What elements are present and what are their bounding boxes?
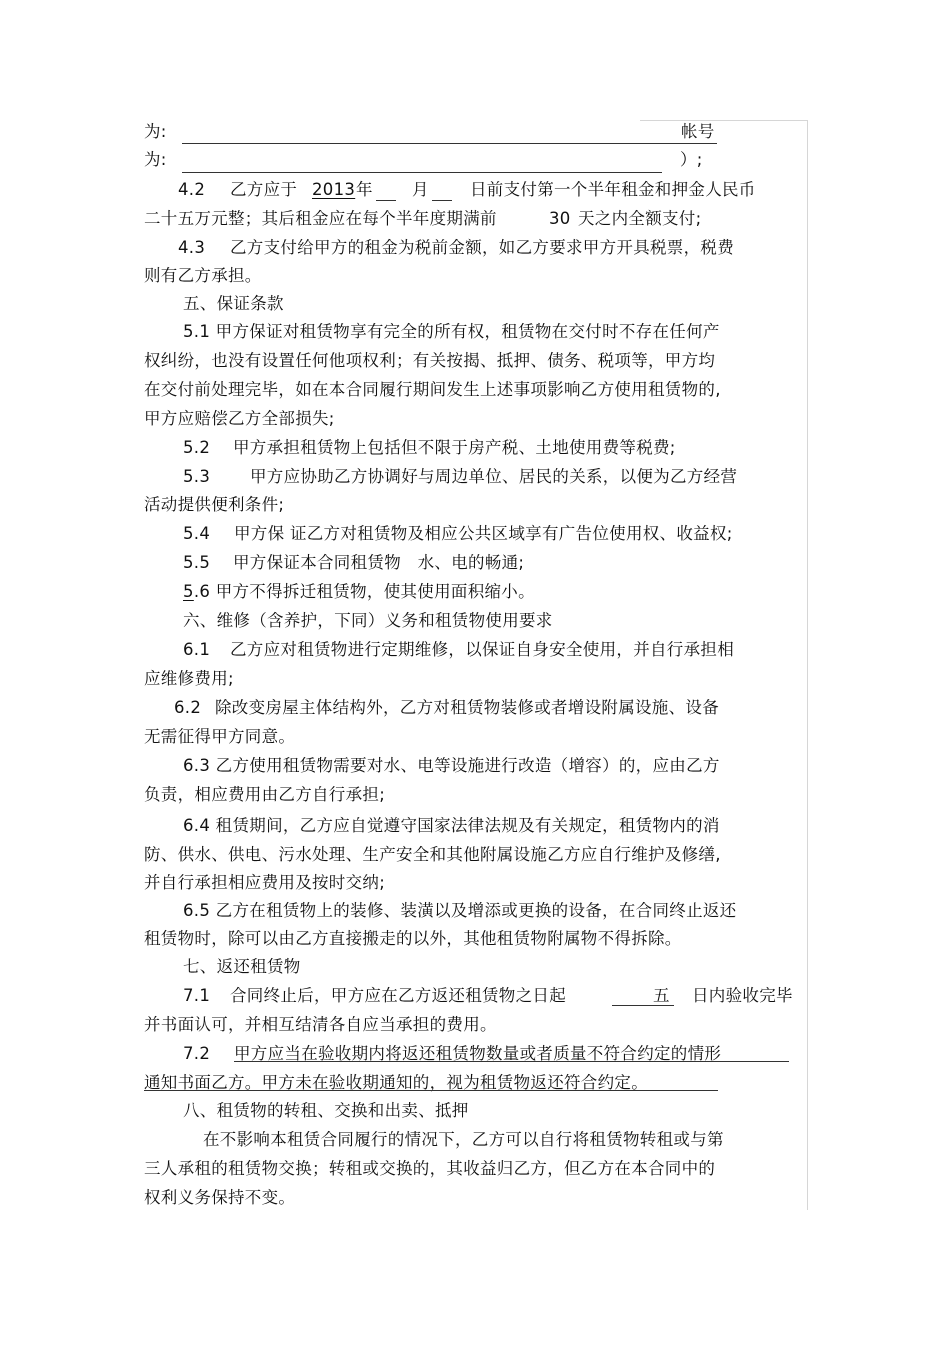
clause-6-1-number: 6.1 [183, 640, 211, 659]
clause-6-5-line1: 6.5 乙方在租赁物上的装修、装潢以及增添或更换的设备，在合同终止返还 [183, 901, 737, 920]
account-number-label: 为: [144, 150, 167, 169]
clause-4-2-line2-end: 天之内全额支付; [578, 209, 702, 228]
clause-5-6-number: .6 [193, 582, 211, 601]
page-frame-top [640, 120, 808, 121]
clause-5-3-line1: 甲方应协助乙方协调好与周边单位、居民的关系，以便为乙方经营 [250, 467, 738, 486]
clause-6-1-line1: 乙方应对租赁物进行定期维修，以保证自身安全使用，并自行承担相 [230, 640, 734, 659]
clause-5-6-text: 甲方不得拆迁租赁物，使其使用面积缩小。 [210, 582, 535, 601]
account-label: 帐号 [681, 122, 715, 141]
payee-label: 为: [144, 122, 167, 141]
clause-6-3-line2: 负责，相应费用由乙方自行承担; [144, 785, 386, 804]
clause-4-2-days: 30 [549, 209, 571, 228]
clause-4-3-number: 4.3 [178, 238, 206, 257]
section-8-line2: 三人承租的租赁物交换；转租或交换的，其收益归乙方，但乙方在本合同中的 [144, 1159, 716, 1178]
clause-7-2-underline-2 [144, 1090, 718, 1091]
clause-6-3-line1: 6.3 乙方使用租赁物需要对水、电等设施进行改造（增容）的，应由乙方 [183, 756, 720, 775]
clause-5-3-number: 5.3 [183, 467, 211, 486]
section-8-line1: 在不影响本租赁合同履行的情况下，乙方可以自行将租赁物转租或与第 [203, 1130, 724, 1149]
section-8-title: 八、租赁物的转租、交换和出卖、抵押 [183, 1101, 469, 1120]
clause-5-1-line1: 5.1 甲方保证对租赁物享有完全的所有权，租赁物在交付时不存在任何产 [183, 322, 720, 341]
clause-5-1-line2: 权纠纷，也没有设置任何他项权利；有关按揭、抵押、债务、税项等，甲方均 [144, 351, 716, 370]
clause-5-6 [183, 582, 535, 602]
clause-4-2-line2: 二十五万元整；其后租金应在每个半年度期满前 [144, 209, 497, 228]
account-number-blank [182, 172, 662, 173]
clause-6-1-line2: 应维修费用; [144, 669, 234, 688]
clause-6-2-number: 6.2 [174, 698, 202, 717]
day-blank [432, 200, 452, 201]
clause-5-2-text: 甲方承担租赁物上包括但不限于房产税、土地使用费等税费; [233, 438, 676, 457]
clause-6-2-line2: 无需征得甲方同意。 [144, 727, 296, 746]
clause-4-2-text: 乙方应于 [230, 180, 298, 199]
section-7-title: 七、返还租赁物 [183, 957, 301, 976]
month-blank [376, 200, 396, 201]
clause-4-2-month-unit: 月 [412, 180, 429, 199]
clause-5-5-text: 甲方保证本合同租赁物 水、电的畅通; [233, 553, 525, 572]
page-frame-right [807, 120, 808, 1210]
section-6-title: 六、维修（含养护，下同）义务和租赁物使用要求 [183, 611, 553, 630]
clause-7-1-number: 7.1 [183, 986, 211, 1005]
clause-5-5-number: 5.5 [183, 553, 211, 572]
clause-7-1-text-end: 日内验收完毕 [692, 986, 793, 1005]
clause-7-1-line2: 并书面认可，并相互结清各自应当承担的费用。 [144, 1015, 497, 1034]
clause-5-6-number-underlined: 5 [183, 582, 194, 601]
clause-7-2-number: 7.2 [183, 1044, 211, 1063]
clause-7-2-underline-1 [234, 1061, 789, 1062]
clause-7-2-line2: 通知书面乙方。甲方未在验收期通知的，视为租赁物返还符合约定。 [144, 1073, 648, 1092]
clause-4-2-year: 2013 [312, 180, 356, 199]
clause-6-4-line3: 并自行承担相应费用及按时交纳; [144, 873, 386, 892]
clause-6-2-line1: 除改变房屋主体结构外，乙方对租赁物装修或者增设附属设施、设备 [215, 698, 719, 717]
clause-4-3-line1: 乙方支付给甲方的租金为税前金额，如乙方要求甲方开具税票，税费 [230, 238, 734, 257]
clause-4-2-text-b: 日前支付第一个半年租金和押金人民币 [470, 180, 756, 199]
section-5-title: 五、保证条款 [183, 294, 284, 313]
clause-6-4-line2: 防、供水、供电、污水处理、生产安全和其他附属设施乙方应自行维护及修缮, [144, 845, 721, 864]
clause-4-2-number: 4.2 [178, 180, 206, 199]
account-closing: ）; [680, 150, 703, 169]
clause-5-1-line3: 在交付前处理完毕，如在本合同履行期间发生上述事项影响乙方使用租赁物的, [144, 380, 721, 399]
clause-5-4-number: 5.4 [183, 524, 211, 543]
clause-7-1-text: 合同终止后，甲方应在乙方返还租赁物之日起 [230, 986, 566, 1005]
section-8-line3: 权利义务保持不变。 [144, 1188, 296, 1207]
clause-4-2-year-unit: 年 [356, 180, 373, 199]
clause-5-3-line2: 活动提供便利条件; [144, 495, 285, 514]
clause-4-3-line2: 则有乙方承担。 [144, 266, 262, 285]
clause-7-1-days: 五 [653, 986, 670, 1005]
clause-6-5-line2: 租赁物时，除可以由乙方直接搬走的以外，其他租赁物附属物不得拆除。 [144, 929, 682, 948]
clause-6-4-line1: 6.4 租赁期间，乙方应自觉遵守国家法律法规及有关规定，租赁物内的消 [183, 816, 720, 835]
clause-5-4-text: 甲方保 证乙方对租赁物及相应公共区域享有广告位使用权、收益权; [234, 524, 733, 543]
clause-7-2-line1: 甲方应当在验收期内将返还租赁物数量或者质量不符合约定的情形 [234, 1044, 722, 1063]
payee-name-blank [182, 143, 717, 144]
clause-5-2-number: 5.2 [183, 438, 211, 457]
clause-5-1-line4: 甲方应赔偿乙方全部损失; [144, 409, 335, 428]
